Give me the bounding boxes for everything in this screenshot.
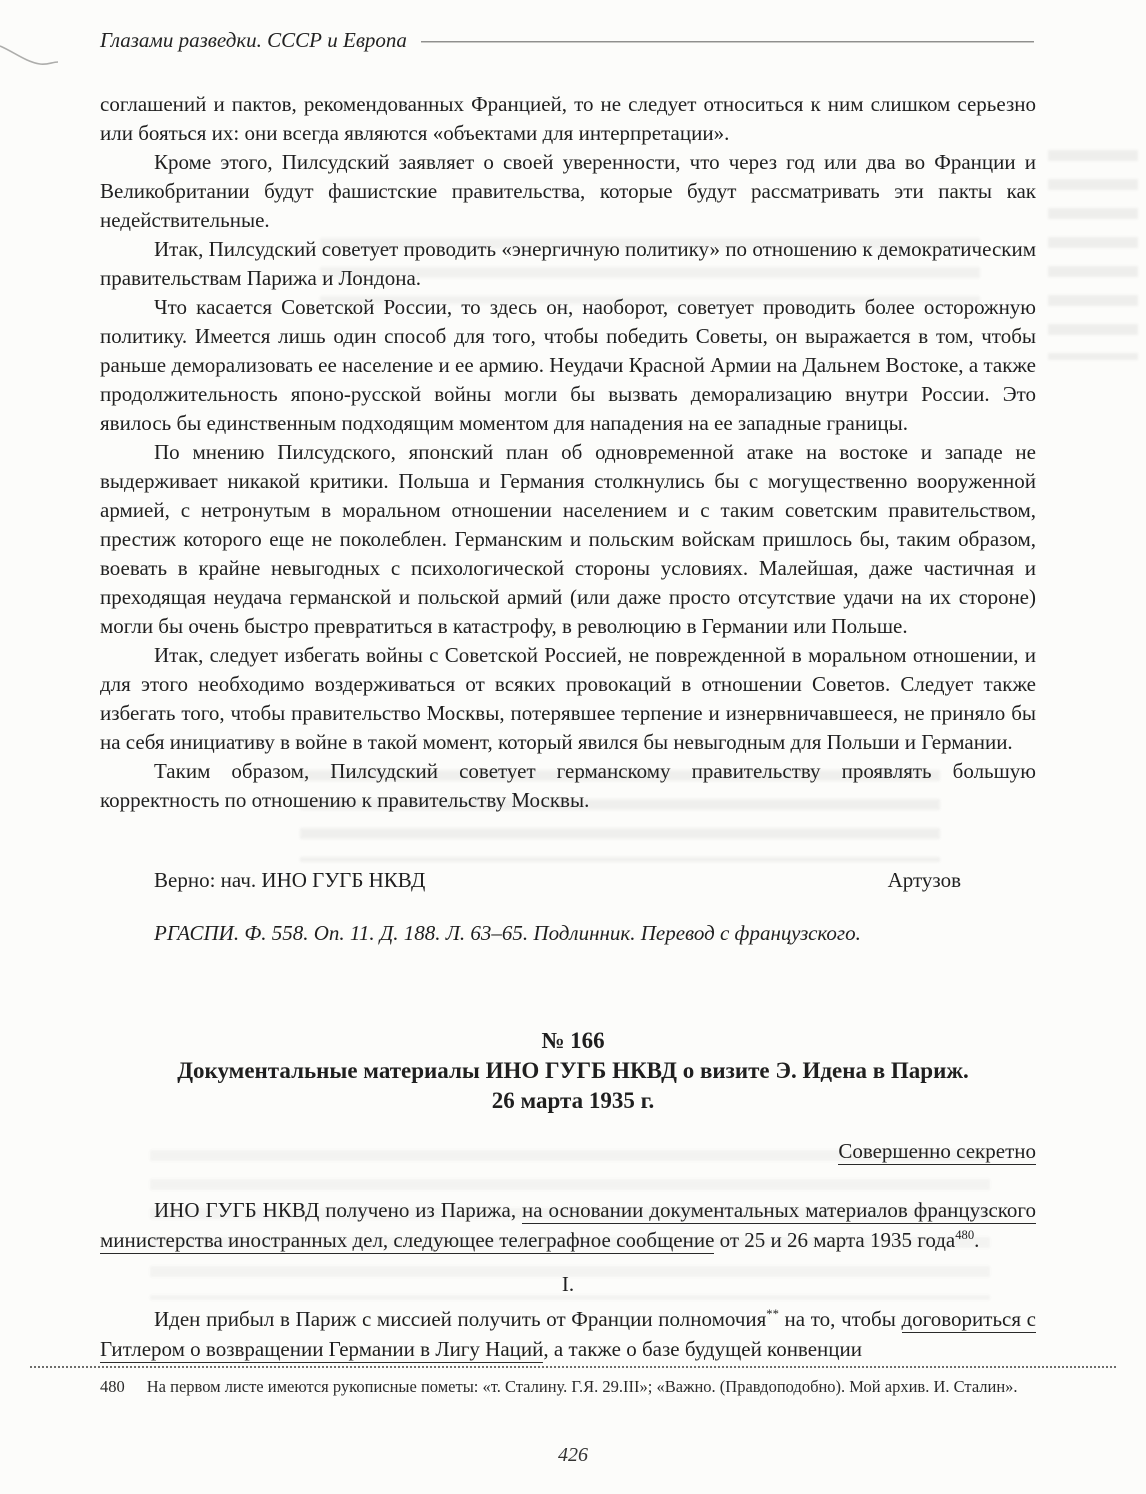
scan-artifact-squiggle [0,18,100,88]
certification-line [100,868,1036,893]
document-number: № 166 [541,1028,605,1053]
paragraph: Итак, следует избегать войны с Советской Россией, не поврежденной в моральном отношении, и для этого необходимо воздерживаться от всяких провокаций в отношении Советов. Следует также избегать того, чтобы правительство Москвы, потерявшее терпение и изнервничавшееся, не приняло бы на себя инициативу в войне в такой момент, который явился бы невыгодным для Польши и Германии. [100,643,1036,754]
footnote [100,1376,1050,1397]
document-body [100,90,1036,878]
running-header [100,28,1034,53]
paragraph: соглашений и пактов, рекомендованных Францией, то не следует относиться к ним слишком серьезно или бояться их: они всегда являются «объектами для интерпретации». [100,92,1036,145]
paragraph: Итак, Пилсудский советует проводить «энергичную политику» по отношению к демократическим правительствам Парижа и Лондона. [100,237,1036,290]
classification-stamp [100,1139,1036,1164]
classification-text: Совершенно секретно [838,1139,1036,1163]
page-number: 426 [558,1444,588,1466]
bleed-through-artifact [1048,150,1138,360]
footnote-number: 480 [100,1377,125,1396]
eden-paragraph: Иден прибыл в Париж с миссией получить от Франции полномочия** на то, чтобы договориться с Гитлером о возвращении Германии в Лигу Наций, а также о базе будущей конвенции [100,1307,1037,1361]
document-heading [70,1026,1076,1116]
paragraph: Кроме этого, Пилсудский заявляет о своей уверенности, что через год или два во Франции и Великобритании будут фашистские правительства, которые будут рассматривать эти пакты как недействительные. [100,150,1036,232]
document-title: Документальные материалы ИНО ГУГБ НКВД о визите Э. Идена в Париж. [177,1058,969,1083]
certifier-title: Верно: нач. ИНО ГУГБ НКВД [154,868,426,892]
document-date: 26 марта 1935 г. [491,1088,655,1113]
archive-reference: РГАСПИ. Ф. 558. Оп. 11. Д. 188. Л. 63–65. Подлинник. Перевод с французского. [154,921,861,945]
paragraph: Что касается Советской России, то здесь он, наоборот, советует проводить более осторожную политику. Имеется лишь один способ для того, чтобы победить Советы, он выражается в том, чтобы раньше деморализовать ее население и ее армию. Неудачи Красной Армии на Дальнем Востоке, а также продолжительность японо-русской войны могли бы вызвать деморализацию внутри России. Это явилось бы единственным подходящим моментом для нападения на ее западные границы. [100,295,1036,435]
section-numeral: I. [561,1272,575,1296]
intro-paragraph: ИНО ГУГБ НКВД получено из Парижа, на основании документальных материалов французского министерства иностранных дел, следующее телеграфное сообщение от 25 и 26 марта 1935 года$^{480}$. [100,1198,1036,1252]
paragraph: Таким образом, Пилсудский советует германскому правительству проявлять большую корректность по отношению к правительству Москвы. [100,759,1036,812]
footnote-text: На первом листе имеются рукописные пометы: «т. Сталину. Г.Я. 29.III»; «Важно. (Правдоподобно). Мой архив. И. Сталин». [146,1377,1018,1396]
running-header-rule [421,41,1034,43]
paragraph: По мнению Пилсудского, японский план об одновременной атаке на востоке и западе не выдерживает никакой критики. Польша и Германия столкнулись бы с могущественно вооруженной армией, с нетронутым в моральном отношении населением и с таким советским правительством, престиж которого еще не поколеблен. Германским и польским войскам пришлось бы, таким образом, воевать в крайне невыгодных с психологической стороны условиях. Малейшая, даже частичная и преходящая неудача германской и польской армий (или даже просто отсутствие удачи на их стороне) могли бы очень быстро превратиться в катастрофу, в революцию в Германии или Польше. [100,440,1036,638]
certifier-name: Артузов [887,868,961,892]
footnote-separator [30,1366,1116,1368]
running-header-title: Глазами разведки. СССР и Европа [100,28,407,52]
